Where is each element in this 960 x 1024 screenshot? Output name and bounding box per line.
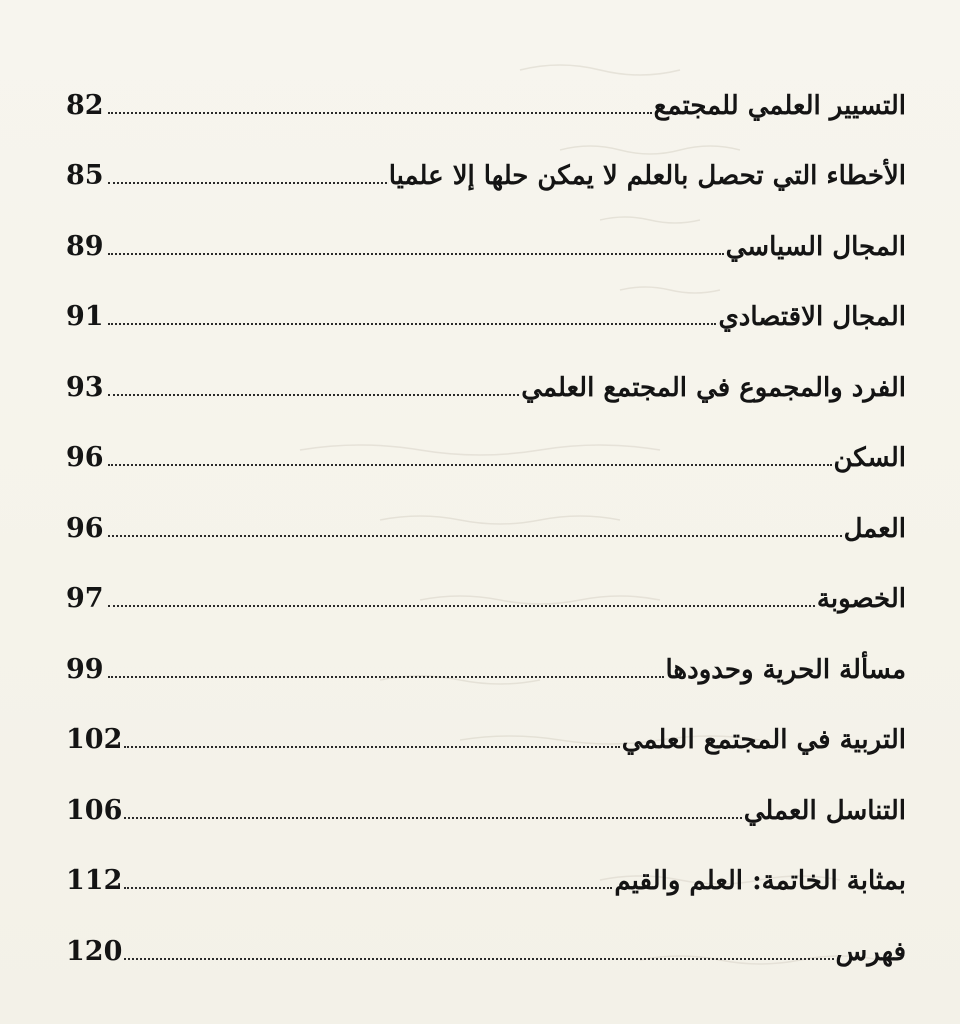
- dot-leader: [108, 253, 724, 255]
- dot-leader: [124, 958, 833, 960]
- dot-leader: [124, 887, 612, 889]
- toc-entry-page: 89: [66, 230, 104, 262]
- toc-entry: [66, 58, 906, 129]
- toc-entry-page: 112: [66, 865, 123, 896]
- toc-entry-page: 93: [66, 371, 104, 403]
- toc-entry-title: التناسل العملي: [743, 795, 906, 826]
- toc-entry: [66, 622, 906, 693]
- toc-entry-title: المجال السياسي: [725, 231, 906, 262]
- toc-entry-page: 96: [66, 442, 104, 473]
- toc-entry-page: 99: [66, 653, 104, 685]
- toc-entry-page: 82: [66, 89, 104, 121]
- table-of-contents: [66, 58, 906, 975]
- dot-leader: [108, 182, 387, 184]
- dot-leader: [124, 746, 619, 748]
- toc-entry: [66, 834, 906, 905]
- dot-leader: [108, 394, 519, 396]
- toc-entry: [66, 904, 906, 975]
- toc-entry-title: التربية في المجتمع العلمي: [621, 725, 906, 755]
- toc-entry-page: 97: [66, 583, 104, 614]
- toc-entry-title: السكن: [833, 443, 906, 473]
- toc-entry: [66, 411, 906, 482]
- toc-entry-title: التسيير العلمي للمجتمع: [653, 90, 906, 121]
- toc-entry-title: مسألة الحرية وحدودها: [665, 654, 906, 685]
- toc-entry-title: الخصوبة: [816, 584, 906, 614]
- toc-entry: [66, 199, 906, 270]
- toc-entry-page: 96: [66, 512, 104, 544]
- dot-leader: [108, 464, 832, 466]
- toc-entry-page: 120: [66, 935, 123, 967]
- toc-entry-page: 91: [66, 301, 104, 332]
- toc-entry: [66, 481, 906, 552]
- toc-entry-title: العمل: [843, 513, 906, 544]
- toc-entry-page: 106: [66, 794, 123, 826]
- toc-entry: [66, 270, 906, 341]
- dot-leader: [108, 676, 664, 678]
- dot-leader: [108, 323, 716, 325]
- toc-entry-page: 85: [66, 160, 104, 191]
- dot-leader: [108, 535, 842, 537]
- toc-entry: [66, 129, 906, 200]
- toc-entry-title: المجال الاقتصادي: [718, 302, 906, 332]
- toc-entry: [66, 693, 906, 764]
- toc-entry-title: الفرد والمجموع في المجتمع العلمي: [521, 372, 906, 403]
- toc-entry: [66, 763, 906, 834]
- toc-entry-title: بمثابة الخاتمة: العلم والقيم: [614, 866, 906, 896]
- dot-leader: [124, 817, 741, 819]
- toc-entry-title: الأخطاء التي تحصل بالعلم لا يمكن حلها إلا علميا: [388, 161, 906, 191]
- toc-entry: [66, 552, 906, 623]
- dot-leader: [108, 112, 652, 114]
- toc-entry-title: فهرس: [835, 936, 906, 967]
- toc-entry-page: 102: [66, 724, 123, 755]
- toc-entry: [66, 340, 906, 411]
- dot-leader: [108, 605, 815, 607]
